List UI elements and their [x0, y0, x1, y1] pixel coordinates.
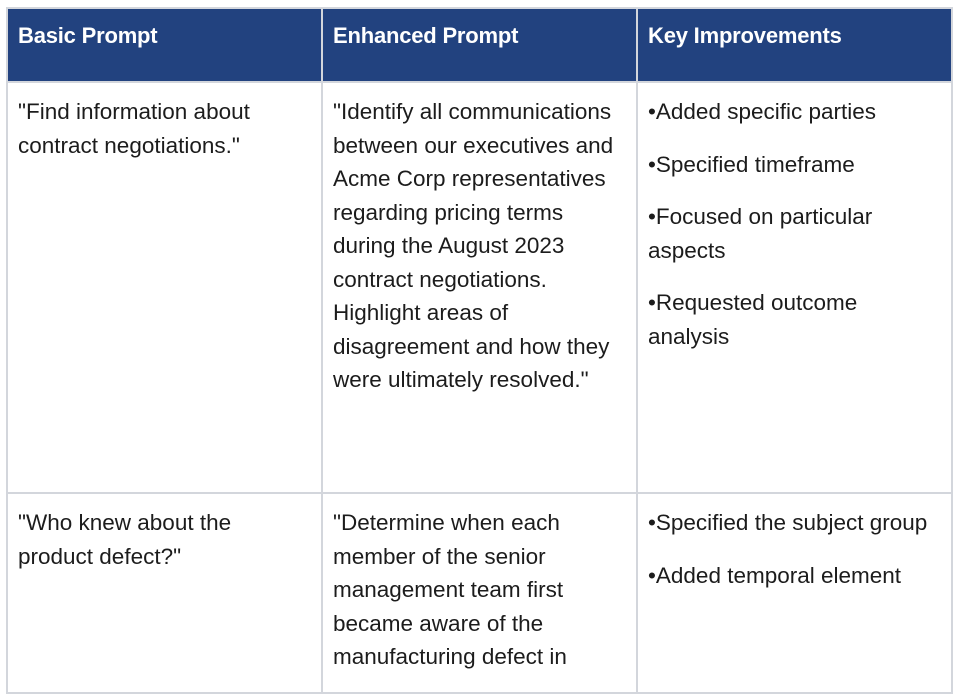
- list-item: • Added temporal element: [648, 559, 941, 593]
- basic-prompt-cell: "Who knew about the product defect?": [7, 493, 322, 693]
- table-header-row: [7, 8, 952, 82]
- enhanced-prompt-cell: "Determine when each member of the senior management team first became aware of the manufacturing defect in: [322, 493, 637, 693]
- basic-prompt-cell: "Find information about contract negotiations.": [7, 82, 322, 493]
- key-improvements-cell: [637, 493, 952, 693]
- prompt-comparison-table: [6, 7, 953, 694]
- list-item: • Focused on particular aspects: [648, 200, 941, 267]
- list-item: • Requested outcome analysis: [648, 286, 941, 353]
- list-item: • Specified timeframe: [648, 148, 941, 182]
- table-row: [7, 493, 952, 693]
- table-row: [7, 82, 952, 493]
- header-key-improvements: Key Improvements: [637, 8, 952, 82]
- improvements-list: [648, 506, 941, 592]
- list-item: • Specified the subject group: [648, 506, 941, 540]
- header-basic-prompt: Basic Prompt: [7, 8, 322, 82]
- improvements-list: [648, 95, 941, 353]
- header-enhanced-prompt: Enhanced Prompt: [322, 8, 637, 82]
- enhanced-prompt-cell: "Identify all communications between our executives and Acme Corp representatives regarding pricing terms during the August 2023 contract negotiations. Highlight areas of disagreement and how they were ultimately resolved.": [322, 82, 637, 493]
- list-item: • Added specific parties: [648, 95, 941, 129]
- key-improvements-cell: [637, 82, 952, 493]
